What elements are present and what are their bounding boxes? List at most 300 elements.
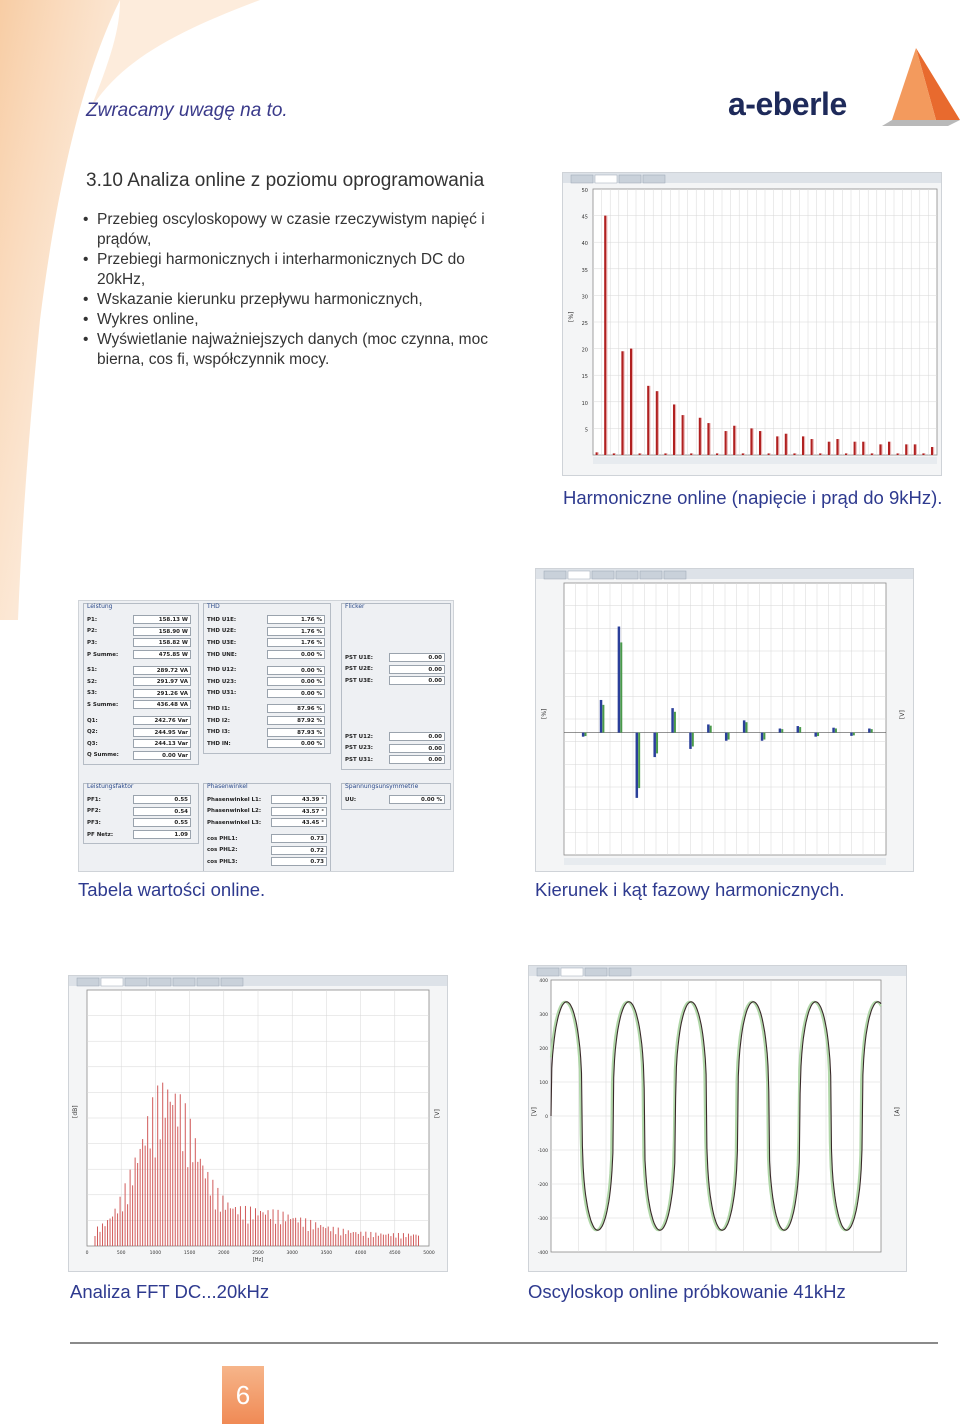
harmonic-bar-shade — [667, 453, 668, 455]
table-group-title: Flicker — [345, 603, 365, 610]
table-cell-value: 0.54 — [133, 807, 191, 816]
table-cell-value: 0.00 % — [267, 666, 325, 675]
table-cell-value: 87.92 % — [267, 716, 325, 725]
direction-bar — [671, 708, 674, 732]
table-cell-value: 0.00 % — [389, 795, 445, 804]
direction-bar — [868, 729, 871, 733]
table-cell-label: PF1: — [87, 796, 101, 803]
table-row — [84, 829, 198, 841]
y-tick-label: 15 — [581, 374, 588, 381]
tab — [221, 978, 243, 986]
tab — [544, 571, 566, 579]
table-cell-value: 0.00 — [389, 732, 445, 741]
y-tick-label: 0 — [545, 1115, 548, 1120]
harmonic-bar — [699, 418, 701, 455]
table-cell-value: 0.00 Var — [133, 751, 191, 760]
harmonic-bar-shade — [856, 442, 857, 455]
table-row — [342, 794, 450, 806]
table-row — [204, 794, 330, 806]
harmonic-bar — [613, 453, 615, 455]
table-cell-label: THD UNE: — [207, 651, 237, 658]
tab — [664, 571, 686, 579]
table-cell-value: 244.95 Var — [133, 728, 191, 737]
harmonic-bar — [845, 453, 847, 455]
harmonic-bar — [768, 453, 770, 455]
table-caption: Tabela wartości online. — [78, 879, 266, 900]
tab — [197, 978, 219, 986]
x-tick-label: 2500 — [252, 1251, 264, 1256]
table-cell-value: 0.55 — [133, 795, 191, 804]
table-cell-value: 1.76 % — [267, 627, 325, 636]
table-cell-label: THD U3E: — [207, 639, 237, 646]
harmonic-bar-shade — [933, 447, 934, 455]
table-cell-label: PST U12: — [345, 733, 373, 740]
tab — [619, 175, 641, 183]
harmonic-bar — [871, 453, 873, 455]
table-group-winkel — [203, 783, 331, 872]
table-cell-value: 0.72 — [271, 846, 327, 855]
x-tick-strip — [564, 858, 886, 865]
table-cell-value: 0.00 % — [267, 739, 325, 748]
table-cell-value: 291.97 VA — [133, 677, 191, 686]
harmonic-bar — [914, 444, 916, 455]
table-cell-label: Q Summe: — [87, 752, 119, 759]
table-cell-value: 475.85 W — [133, 650, 191, 659]
table-cell-value: 244.13 Var — [133, 739, 191, 748]
harmonic-bar — [759, 431, 761, 455]
y2-axis-label: [V] — [434, 1109, 441, 1118]
harmonic-bar-shade — [598, 452, 599, 455]
table-cell-value: 87.93 % — [267, 728, 325, 737]
harmonic-bar-shade — [830, 442, 831, 455]
direction-bar-secondary — [835, 728, 837, 732]
direction-bar-secondary — [620, 642, 622, 732]
table-cell-value: 0.00 — [389, 665, 445, 674]
table-cell-label: PST U3E: — [345, 677, 373, 684]
harmonic-bar-shade — [615, 453, 616, 455]
table-group-flicker — [341, 603, 451, 770]
harmonic-bar-shade — [718, 453, 719, 455]
fft-caption: Analiza FFT DC...20kHz — [70, 1281, 270, 1302]
direction-bar-secondary — [692, 733, 694, 747]
harmonic-bar — [922, 453, 924, 455]
values-table-screenshot — [78, 600, 454, 872]
table-cell-value: 0.55 — [133, 818, 191, 827]
table-cell-value: 0.73 — [271, 857, 327, 866]
harmonic-bar-shade — [916, 444, 917, 455]
tab — [101, 978, 123, 986]
x-axis-label: [Hz] — [252, 1257, 264, 1263]
harmonic-bar-shade — [727, 431, 728, 455]
table-group-unsym — [341, 783, 451, 810]
table-row — [204, 626, 330, 638]
table-row — [342, 742, 450, 754]
table-row — [84, 817, 198, 829]
direction-chart-screenshot — [535, 568, 914, 872]
table-cell-label: P3: — [87, 639, 98, 646]
harmonic-bar-shade — [925, 453, 926, 455]
feature-item: • Przebiegi harmonicznych i interharmonicznych DC do 20kHz, — [80, 250, 510, 290]
fft-chart-screenshot — [68, 975, 448, 1272]
page-number-box — [222, 1366, 264, 1424]
direction-chart — [536, 569, 913, 871]
harmonic-bar — [647, 386, 649, 455]
harmonic-bar — [828, 442, 830, 455]
harmonic-bar — [733, 426, 735, 455]
y-tick-label: 50 — [581, 188, 588, 194]
table-row — [84, 726, 198, 738]
table-row — [204, 856, 330, 868]
tab — [537, 968, 559, 976]
table-cell-value: 1.09 — [133, 830, 191, 839]
table-cell-value: 87.96 % — [267, 704, 325, 713]
table-row — [84, 626, 198, 638]
harmonic-bar — [819, 453, 821, 455]
harmonic-bar — [802, 436, 804, 455]
tab — [643, 175, 665, 183]
x-tick-label: 5000 — [423, 1251, 435, 1256]
table-cell-label: PF Netz: — [87, 831, 114, 838]
harmonic-bar — [596, 452, 598, 455]
harmonic-bar — [811, 439, 813, 455]
harmonic-bar — [656, 391, 658, 455]
table-cell-label: Phasenwinkel L3: — [207, 819, 262, 826]
harmonic-bar-shade — [778, 436, 779, 455]
table-cell-value: 43.39 ° — [271, 795, 327, 804]
harmonic-bar-shade — [624, 351, 625, 455]
direction-bar — [761, 733, 764, 741]
direction-bar-secondary — [763, 733, 765, 740]
x-tick-label: 1000 — [149, 1251, 162, 1256]
table-cell-value: 0.00 — [389, 653, 445, 662]
direction-bar — [797, 726, 800, 733]
x-tick-label: 0 — [85, 1251, 89, 1256]
harmonic-bar-shade — [606, 216, 607, 455]
footer-divider — [70, 1342, 938, 1344]
harmonic-bar — [931, 447, 933, 455]
harmonic-bar — [690, 453, 692, 455]
table-cell-label: PF2: — [87, 808, 101, 815]
harmonic-bar-shade — [864, 442, 865, 455]
table-row — [204, 844, 330, 856]
table-cell-value: 0.00 — [389, 676, 445, 685]
harmonic-bar — [897, 453, 899, 455]
table-cell-label: S3: — [87, 690, 97, 697]
table-cell-value: 158.13 W — [133, 615, 191, 624]
table-row — [84, 738, 198, 750]
table-row — [342, 754, 450, 766]
scope-chart-screenshot — [528, 965, 907, 1272]
harmonic-bar-shade — [675, 404, 676, 455]
table-row — [204, 833, 330, 845]
tab — [595, 175, 617, 183]
direction-bar-secondary — [853, 733, 855, 736]
brand-logo-triangle-icon — [872, 48, 960, 126]
harmonic-bar — [742, 453, 744, 455]
table-cell-value: 0.00 % — [267, 689, 325, 698]
table-row — [84, 750, 198, 762]
tab — [592, 571, 614, 579]
harmonic-bar-shade — [907, 444, 908, 455]
direction-bar-secondary — [710, 726, 712, 733]
table-cell-value: 43.45 ° — [271, 818, 327, 827]
table-row — [204, 806, 330, 818]
harmonic-bar-shade — [847, 453, 848, 455]
y-tick-label: 30 — [581, 294, 588, 301]
harmonic-bar — [639, 453, 641, 455]
harmonic-bar-shade — [744, 453, 745, 455]
direction-bar-secondary — [745, 722, 747, 732]
direction-bar — [600, 700, 603, 733]
y2-axis-label: [V] — [899, 710, 906, 719]
table-cell-label: PST U2E: — [345, 666, 373, 673]
x-tick-label: 3000 — [286, 1251, 298, 1256]
tab — [173, 978, 195, 986]
table-cell-value: 0.00 % — [267, 650, 325, 659]
table-cell-label: S2: — [87, 678, 97, 685]
harmonic-bar-shade — [796, 453, 797, 455]
x-tick-label: 2000 — [218, 1251, 230, 1256]
harmonic-bar-shade — [882, 444, 883, 455]
table-cell-label: THD U2E: — [207, 628, 237, 635]
table-cell-value: 158.82 W — [133, 638, 191, 647]
direction-caption: Kierunek i kąt fazowy harmonicznych. — [535, 879, 845, 900]
oscilloscope-chart — [529, 966, 906, 1271]
table-cell-value: 1.76 % — [267, 638, 325, 647]
table-group-title: Leistungsfaktor — [87, 783, 134, 790]
header-note: Zwracamy uwagę na to. — [86, 100, 288, 121]
harmonic-bar — [750, 428, 752, 455]
harmonics-caption: Harmoniczne online (napięcie i prąd do 9kHz). — [563, 487, 943, 508]
x-tick-strip — [593, 457, 937, 464]
y-tick-label: 40 — [581, 241, 588, 248]
y-tick-label: -400 — [537, 1251, 548, 1256]
y-tick-label: 5 — [584, 427, 588, 434]
direction-bar-secondary — [584, 733, 586, 736]
harmonic-bar — [905, 444, 907, 455]
direction-bar — [636, 733, 639, 798]
x-tick-label: 4000 — [354, 1251, 367, 1256]
harmonic-bar-shade — [770, 453, 771, 455]
y-tick-label: 20 — [581, 347, 588, 354]
direction-bar — [725, 733, 728, 741]
y-axis-label: [dB] — [72, 1105, 79, 1118]
table-cell-label: Q1: — [87, 717, 98, 724]
table-cell-label: THD U23: — [207, 678, 237, 685]
table-row — [204, 726, 330, 738]
table-cell-label: PST U31: — [345, 756, 373, 763]
table-row — [204, 649, 330, 661]
table-row — [204, 715, 330, 727]
table-row — [84, 806, 198, 818]
table-row — [204, 688, 330, 700]
harmonic-bar-shade — [804, 436, 805, 455]
harmonic-bar — [707, 423, 709, 455]
table-cell-label: THD I2: — [207, 717, 230, 724]
x-tick-label: 3500 — [320, 1251, 333, 1256]
harmonic-bar-shade — [641, 453, 642, 455]
harmonic-bar-shade — [710, 423, 711, 455]
harmonic-bar — [888, 442, 890, 455]
harmonics-chart — [563, 173, 941, 475]
table-cell-value: 0.00 % — [267, 677, 325, 686]
harmonic-bar-shade — [813, 439, 814, 455]
table-row — [342, 731, 450, 743]
harmonic-bar — [836, 439, 838, 455]
direction-bar — [689, 733, 692, 749]
tab — [585, 968, 607, 976]
x-tick-label: 4500 — [389, 1251, 401, 1256]
direction-bar-secondary — [799, 727, 801, 733]
table-cell-value: 242.76 Var — [133, 716, 191, 725]
table-row — [84, 794, 198, 806]
y-tick-label: 200 — [539, 1047, 548, 1052]
y-tick-label: -300 — [537, 1217, 548, 1222]
y-tick-label: -100 — [537, 1149, 548, 1154]
y-tick-label: 10 — [581, 400, 588, 407]
harmonic-bar-shade — [632, 349, 633, 455]
y-tick-label: 45 — [581, 214, 588, 221]
feature-item: • Przebieg oscyloskopowy w czasie rzeczywistym napięć i prądów, — [80, 210, 510, 250]
direction-bar — [582, 733, 585, 737]
harmonic-bar-shade — [658, 391, 659, 455]
table-cell-value: 289.72 VA — [133, 666, 191, 675]
harmonic-bar — [630, 349, 632, 455]
harmonic-bar — [621, 351, 623, 455]
table-row — [84, 637, 198, 649]
y-tick-label: -200 — [537, 1183, 548, 1188]
y-axis-label: [V] — [531, 1107, 538, 1116]
table-cell-label: THD I1: — [207, 705, 230, 712]
table-cell-label: THD IN: — [207, 740, 231, 747]
direction-bar-secondary — [602, 705, 604, 733]
harmonic-bar — [682, 415, 684, 455]
brand-logo-text: a-eberle — [728, 86, 847, 122]
page-number: 6 — [235, 1379, 251, 1410]
table-group-title: Leistung — [87, 603, 113, 610]
harmonic-bar — [854, 442, 856, 455]
table-cell-value: 158.90 W — [133, 627, 191, 636]
table-group-thd — [203, 603, 331, 754]
table-group-leistung — [83, 603, 199, 765]
table-row — [342, 675, 450, 687]
feature-item: • Wyświetlanie najważniejszych danych (moc czynna, moc bierna, cos fi, współczynnik mocy. — [80, 330, 510, 370]
harmonic-bar-shade — [753, 428, 754, 455]
table-cell-value: 0.00 — [389, 755, 445, 764]
table-cell-label: cos PHL1: — [207, 835, 238, 842]
table-group-faktor — [83, 783, 199, 844]
harmonic-bar-shade — [787, 434, 788, 455]
table-row — [342, 664, 450, 676]
direction-bar — [779, 729, 782, 733]
table-cell-label: S Summe: — [87, 701, 119, 708]
table-cell-label: THD U12: — [207, 667, 237, 674]
tab — [561, 968, 583, 976]
direction-bar — [832, 728, 835, 733]
table-cell-label: cos PHL2: — [207, 847, 238, 854]
harmonics-chart-screenshot — [562, 172, 942, 476]
tab — [568, 571, 590, 579]
table-cell-label: THD I3: — [207, 729, 230, 736]
table-cell-label: Q2: — [87, 729, 98, 736]
table-row — [84, 614, 198, 626]
fft-chart — [69, 976, 447, 1271]
tab — [77, 978, 99, 986]
section-title: 3.10 Analiza online z poziomu oprogramowania — [86, 170, 485, 191]
table-cell-label: Phasenwinkel L1: — [207, 796, 262, 803]
harmonic-bar — [785, 434, 787, 455]
y-tick-label: 35 — [581, 267, 588, 274]
direction-bar-secondary — [656, 733, 658, 754]
y-tick-label: 400 — [539, 979, 548, 984]
table-cell-label: PF3: — [87, 819, 101, 826]
feature-item: • Wskazanie kierunku przepływu harmonicznych, — [80, 290, 510, 310]
harmonic-bar-shade — [821, 453, 822, 455]
table-cell-label: P Summe: — [87, 651, 119, 658]
harmonic-bar-shade — [684, 415, 685, 455]
table-cell-value: 0.00 — [389, 744, 445, 753]
x-tick-label: 500 — [116, 1251, 126, 1256]
direction-bar-secondary — [638, 733, 640, 788]
table-row — [84, 676, 198, 688]
feature-list — [80, 210, 510, 370]
table-cell-label: PST U1E: — [345, 654, 373, 661]
harmonic-bar-shade — [701, 418, 702, 455]
direction-bar — [618, 627, 621, 733]
direction-bar — [850, 733, 853, 736]
tab — [125, 978, 147, 986]
harmonic-bar — [879, 444, 881, 455]
direction-bar — [743, 720, 746, 732]
tab — [149, 978, 171, 986]
harmonic-bar — [725, 431, 727, 455]
table-row — [204, 614, 330, 626]
table-cell-value: 1.76 % — [267, 615, 325, 624]
table-cell-value: 43.57 ° — [271, 807, 327, 816]
table-row — [204, 738, 330, 750]
table-cell-label: Q3: — [87, 740, 98, 747]
table-cell-label: THD U31: — [207, 690, 237, 697]
direction-bar-secondary — [817, 733, 819, 736]
table-cell-label: cos PHL3: — [207, 858, 238, 865]
table-row — [204, 637, 330, 649]
table-row — [84, 699, 198, 711]
harmonic-bar-shade — [899, 453, 900, 455]
harmonic-bar-shade — [890, 442, 891, 455]
table-row — [204, 703, 330, 715]
x-tick-label: 1500 — [183, 1251, 196, 1256]
direction-bar — [653, 733, 656, 757]
harmonic-bar-shade — [692, 453, 693, 455]
harmonic-bar — [793, 453, 795, 455]
table-row — [342, 652, 450, 664]
harmonic-bar — [716, 453, 718, 455]
direction-bar — [707, 724, 710, 732]
harmonic-bar-shade — [761, 431, 762, 455]
table-group-title: Phasenwinkel — [207, 783, 248, 790]
tab — [609, 968, 631, 976]
harmonic-bar-shade — [839, 439, 840, 455]
y-tick-label: 100 — [539, 1081, 548, 1086]
table-cell-label: P1: — [87, 616, 98, 623]
table-row — [204, 817, 330, 829]
y-tick-label: 300 — [539, 1013, 548, 1018]
tab — [640, 571, 662, 579]
table-cell-value: 0.73 — [271, 834, 327, 843]
harmonic-bar-shade — [735, 426, 736, 455]
table-row — [204, 676, 330, 688]
harmonic-bar-shade — [649, 386, 650, 455]
